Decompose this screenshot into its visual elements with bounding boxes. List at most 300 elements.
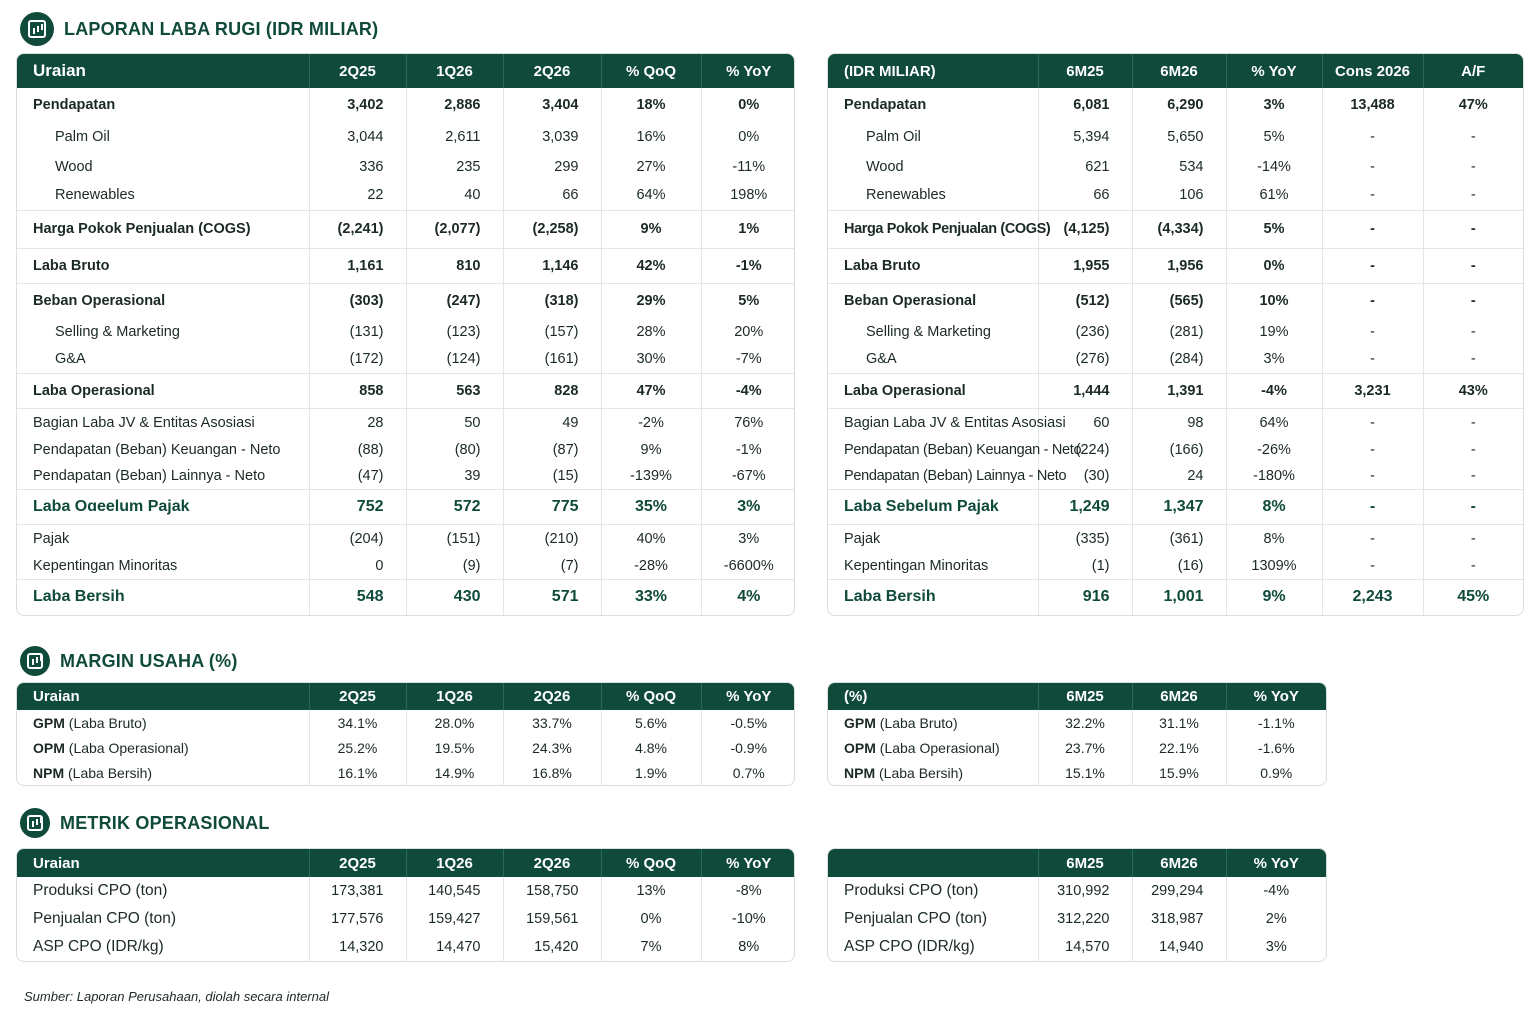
row-label: Penjualan CPO (ton) [828,905,1038,933]
table-cell: (512) [1038,283,1132,318]
table-cell: 5,650 [1132,122,1226,152]
row-label: Kepentingan Minoritas [17,554,309,579]
row-label: Laba Bruto [17,248,309,283]
column-header: 2Q26 [503,849,601,877]
table-cell: 9% [601,210,701,248]
table-cell: 14.9% [406,760,503,785]
row-label: Wood [17,152,309,181]
table-cell: (9) [406,554,503,579]
column-header: % YoY [1226,683,1326,710]
table-cell: 0% [601,905,701,933]
table-cell: 14,320 [309,933,406,961]
column-header: (IDR MILIAR) [828,54,1038,88]
table-row [17,463,795,489]
table-cell: - [1322,248,1423,283]
table-cell: - [1322,122,1423,152]
table-cell: 1,444 [1038,373,1132,408]
income-quarterly-table [16,53,795,616]
table-cell: 61% [1226,181,1322,210]
table-cell: 0 [309,554,406,579]
table-cell: 22 [309,181,406,210]
table-row [828,122,1523,152]
table-cell: 106 [1132,181,1226,210]
table-cell: 5% [1226,210,1322,248]
table-cell: 3,231 [1322,373,1423,408]
table-cell: 28 [309,408,406,437]
table-cell: -26% [1226,437,1322,463]
table-cell: (30) [1038,463,1132,489]
table-row [828,152,1523,181]
table-row [828,408,1523,437]
table-cell: 47% [601,373,701,408]
margin-right-grid [828,683,1326,785]
income-semester-table [827,53,1524,616]
column-header: % YoY [1226,54,1322,88]
row-label: Bagian Laba JV & Entitas Asosiasi [828,408,1038,437]
table-cell: 571 [503,579,601,615]
row-label: ASP CPO (IDR/kg) [17,933,309,961]
column-header: 2Q25 [309,849,406,877]
table-cell: - [1470,442,1476,458]
table-cell: - [1470,351,1476,368]
header-row [828,849,1326,877]
table-cell: 10% [1226,283,1322,318]
income-right-grid [828,54,1523,615]
table-cell: 1,001 [1132,579,1226,615]
row-label: Selling & Marketing [828,318,1038,346]
table-cell: - [1322,463,1423,489]
table-cell: 13,488 [1322,88,1423,122]
table-row [828,88,1523,122]
table-cell: 24.3% [503,735,601,760]
table-cell: 0% [1226,248,1322,283]
table-cell: 8% [1226,524,1322,554]
row-label: Harga Pokok Penjualan (COGS) [17,210,309,248]
table-cell: 0.7% [732,764,765,781]
table-cell: 47% [1458,97,1488,113]
table-cell: 318,987 [1132,905,1226,933]
row-label: Pendapatan (Beban) Lainnya - Neto [17,463,309,489]
metrics-section-title [20,808,270,838]
column-header: % QoQ [601,849,701,877]
table-cell: (276) [1038,346,1132,373]
row-label: Renewables [828,181,1038,210]
table-cell: 2,243 [1322,579,1423,615]
table-cell: 858 [309,373,406,408]
table-cell: 64% [601,181,701,210]
source-footnote: Sumber: Laporan Perusahaan, diolah secara internal [24,989,329,1004]
table-cell: - [1470,467,1476,484]
table-cell: 43% [1423,373,1523,408]
table-row [17,905,795,933]
metrics-title: METRIK OPERASIONAL [60,812,270,833]
row-label: Selling & Marketing [17,318,309,346]
table-cell: 50 [406,408,503,437]
row-label-abbr: OPM [844,739,876,756]
table-cell: 40% [601,524,701,554]
table-cell: 27% [601,152,701,181]
table-cell: 34.1% [309,710,406,735]
row-label: G&A [17,346,309,373]
table-cell: 810 [406,248,503,283]
table-cell: 29% [601,283,701,318]
table-cell: 19.5% [406,735,503,760]
table-cell: 828 [503,373,601,408]
table-cell: (4,125) [1038,210,1132,248]
table-cell: 572 [406,489,503,524]
report-chart-icon [20,12,54,46]
table-cell: 5% [701,283,795,318]
row-label: Laba Operasional [17,373,309,408]
table-cell: 20% [734,324,764,340]
table-cell: 66 [503,181,601,210]
row-label: Penjualan CPO (ton) [17,905,309,933]
table-cell: (166) [1132,437,1226,463]
table-cell: (15) [503,463,601,489]
table-row [17,735,795,760]
table-row [17,489,795,524]
row-label [828,735,1038,760]
table-cell: 98 [1132,408,1226,437]
table-cell: 40 [406,181,503,210]
table-cell: (123) [406,318,503,346]
table-cell: 25.2% [309,735,406,760]
table-cell: 7% [601,933,701,961]
row-label-desc: (Laba Bersih) [879,764,964,781]
table-cell: (151) [406,524,503,554]
table-cell: 4.8% [601,735,701,760]
row-label [17,735,309,760]
table-cell: -1.6% [1257,739,1295,756]
table-cell: 45% [1423,579,1523,615]
table-cell: (2,241) [309,210,406,248]
margin-quarterly-table [16,682,795,786]
table-cell: 16.8% [503,760,601,785]
table-row [828,181,1523,210]
table-row [17,181,795,210]
table-row [828,463,1523,489]
table-cell: 16.1% [309,760,406,785]
table-cell: 1,391 [1132,373,1226,408]
table-cell: 548 [309,579,406,615]
column-header: % YoY [701,849,795,877]
table-row [828,760,1326,785]
margin-semester-table [827,682,1327,786]
table-row [828,579,1523,615]
table-cell: 64% [1226,408,1322,437]
table-cell: 6,081 [1038,88,1132,122]
row-label [828,710,1038,735]
table-cell: 3% [701,524,795,554]
table-cell: 5% [1226,122,1322,152]
table-cell: - [1470,187,1476,204]
margin-section-title [20,646,238,676]
row-label: Laba Oɑeelum Pajak [17,489,309,524]
metrics-semester-table [827,848,1327,962]
table-cell: (318) [503,283,601,318]
table-cell: -4% [701,373,795,408]
table-cell: 534 [1132,152,1226,181]
row-label: Wood [828,152,1038,181]
table-cell: (2,258) [503,210,601,248]
column-header: 2Q25 [309,683,406,710]
column-header: A/F [1423,54,1523,88]
table-row [17,88,795,122]
table-cell: 14,570 [1038,933,1132,961]
table-cell: 9% [1226,579,1322,615]
table-row [17,554,795,579]
table-cell: 28.0% [406,710,503,735]
table-cell: 3% [1265,939,1287,955]
row-label: Produksi CPO (ton) [17,877,309,905]
metrics-left-grid [17,849,795,961]
column-header: 6M26 [1132,683,1226,710]
table-cell: -6600% [723,558,774,575]
column-header: 1Q26 [406,849,503,877]
table-cell: - [1470,324,1476,340]
margin-title: MARGIN USAHA (%) [60,650,238,671]
column-header: 1Q26 [406,54,503,88]
row-label: Produksi CPO (ton) [828,877,1038,905]
table-cell: - [1423,524,1523,554]
table-row [17,760,795,785]
row-label: Palm Oil [17,122,309,152]
table-cell: (172) [309,346,406,373]
table-cell: 140,545 [406,877,503,905]
table-cell: (80) [406,437,503,463]
column-header: (%) [828,683,1038,710]
margin-left-grid [17,683,795,785]
table-cell: 0% [738,97,760,113]
column-header: Uraian [17,54,309,88]
row-label: Pajak [828,524,1038,554]
table-cell: 0.9% [1260,764,1293,781]
row-label-desc: (Laba Operasional) [68,739,189,756]
row-label: Beban Operasional [17,283,309,318]
table-cell: (247) [406,283,503,318]
table-cell: -1% [735,442,762,458]
table-cell: 22.1% [1132,735,1226,760]
table-cell: 1,146 [503,248,601,283]
table-cell: - [1322,524,1423,554]
table-cell: -139% [601,463,701,489]
table-row [17,373,795,408]
table-cell: 3,404 [503,88,601,122]
row-label: Laba Operasional [828,373,1038,408]
row-label: Pendapatan (Beban) Keuangan - Neto [17,437,309,463]
table-cell: -28% [601,554,701,579]
table-cell: 563 [406,373,503,408]
margin-chart-icon [20,646,50,676]
table-row [17,579,795,615]
column-header: 6M25 [1038,849,1132,877]
table-cell: (4,334) [1132,210,1226,248]
table-cell: - [1322,346,1423,373]
table-cell: - [1322,489,1423,524]
column-header: % YoY [1226,849,1326,877]
table-row [17,283,795,318]
table-cell: - [1322,554,1423,579]
table-cell: - [1322,283,1423,318]
table-cell: 336 [309,152,406,181]
table-row [828,905,1326,933]
row-label: Kepentingan Minoritas [828,554,1038,579]
metrics-quarterly-table [16,848,795,962]
table-cell: 6,290 [1132,88,1226,122]
table-cell: 9% [601,437,701,463]
table-cell: 1,249 [1038,489,1132,524]
header-row [17,849,795,877]
column-header: 6M26 [1132,849,1226,877]
table-cell: 32.2% [1038,710,1132,735]
table-cell: 0% [738,129,760,145]
row-label: Pendapatan [17,88,309,122]
table-cell: 19% [1226,318,1322,346]
table-row [17,248,795,283]
table-row [828,346,1523,373]
row-label-desc: (Laba Bersih) [68,764,153,781]
column-header: 1Q26 [406,683,503,710]
column-header [828,849,1038,877]
row-label-abbr: OPM [33,739,65,756]
table-cell: 76% [701,408,795,437]
row-label-abbr: NPM [844,764,876,781]
table-row [828,524,1523,554]
row-label-abbr: GPM [844,714,876,731]
table-cell: 159,427 [406,905,503,933]
table-cell: 8% [1226,489,1322,524]
table-cell: 2% [1265,911,1287,927]
table-cell: 1,161 [309,248,406,283]
table-cell: 299,294 [1132,877,1226,905]
row-label: Pendapatan (Beban) Lainnya - Neto [828,463,1038,489]
table-cell: 66 [1038,181,1132,210]
table-cell: 3% [1226,346,1322,373]
table-cell: - [1423,210,1523,248]
table-row [828,489,1523,524]
table-cell: -1.1% [1257,714,1295,731]
table-row [17,933,795,961]
table-cell: 159,561 [503,905,601,933]
table-cell: 2,886 [406,88,503,122]
table-cell: (284) [1132,346,1226,373]
table-cell: -180% [1226,463,1322,489]
metrics-chart-icon [20,808,50,838]
row-label: ASP CPO (IDR/kg) [828,933,1038,961]
table-cell: - [1322,152,1423,181]
row-label [17,760,309,785]
table-cell: (1) [1038,554,1132,579]
table-cell: - [1423,489,1523,524]
table-cell: (16) [1132,554,1226,579]
column-header: 6M25 [1038,54,1132,88]
table-cell: 24 [1132,463,1226,489]
table-row [828,248,1523,283]
column-header: Uraian [17,683,309,710]
table-cell: 18% [601,88,701,122]
header-row [17,54,795,88]
table-cell: 15.1% [1038,760,1132,785]
table-row [17,122,795,152]
table-cell: 4% [701,579,795,615]
column-header: 2Q26 [503,54,601,88]
row-label: Renewables [17,181,309,210]
table-row [828,877,1326,905]
table-row [17,437,795,463]
income-section-title [20,12,378,46]
table-cell: 198% [730,187,768,204]
table-cell: 35% [601,489,701,524]
header-row [828,54,1523,88]
column-header: Uraian [17,849,309,877]
table-cell: 158,750 [503,877,601,905]
table-cell: - [1423,283,1523,318]
table-cell: (157) [503,318,601,346]
table-cell: 299 [503,152,601,181]
table-cell: (161) [503,346,601,373]
column-header: % YoY [701,683,795,710]
table-cell: 33.7% [503,710,601,735]
table-row [17,524,795,554]
row-label [17,710,309,735]
table-row [17,710,795,735]
table-cell: 3% [701,489,795,524]
row-label-desc: (Laba Operasional) [879,739,1000,756]
table-row [17,152,795,181]
table-cell: (361) [1132,524,1226,554]
table-cell: 3,044 [309,122,406,152]
table-cell: - [1470,129,1476,145]
table-cell: -11% [732,158,766,175]
row-label: Laba Sebelum Pajak [828,489,1038,524]
table-cell: -2% [601,408,701,437]
income-left-grid [17,54,795,615]
column-header: Cons 2026 [1322,54,1423,88]
table-cell: 1,955 [1038,248,1132,283]
table-row [828,933,1326,961]
table-row [828,210,1523,248]
table-cell: (88) [309,437,406,463]
table-row [828,373,1523,408]
table-cell: 15.9% [1132,760,1226,785]
table-cell: (131) [309,318,406,346]
table-row [828,283,1523,318]
table-cell: 312,220 [1038,905,1132,933]
table-cell: 916 [1038,579,1132,615]
row-label: Harga Pokok Penjualan (COGS) [828,210,1038,248]
table-cell: -7% [735,351,762,368]
table-cell: -4% [1226,373,1322,408]
table-cell: -4% [1263,883,1290,899]
table-cell: -67% [731,467,766,484]
table-cell: (210) [503,524,601,554]
column-header: % QoQ [601,683,701,710]
table-cell: 1309% [1226,554,1322,579]
header-row [17,683,795,710]
table-row [828,710,1326,735]
table-cell: (335) [1038,524,1132,554]
table-cell: 49 [503,408,601,437]
column-header: % YoY [701,54,795,88]
table-cell: 1,347 [1132,489,1226,524]
row-label-desc: (Laba Bruto) [68,714,147,731]
table-cell: - [1322,181,1423,210]
table-cell: -10% [731,911,766,927]
column-header: 6M25 [1038,683,1132,710]
row-label: Laba Bersih [828,579,1038,615]
table-cell: 13% [601,877,701,905]
header-row [828,683,1326,710]
